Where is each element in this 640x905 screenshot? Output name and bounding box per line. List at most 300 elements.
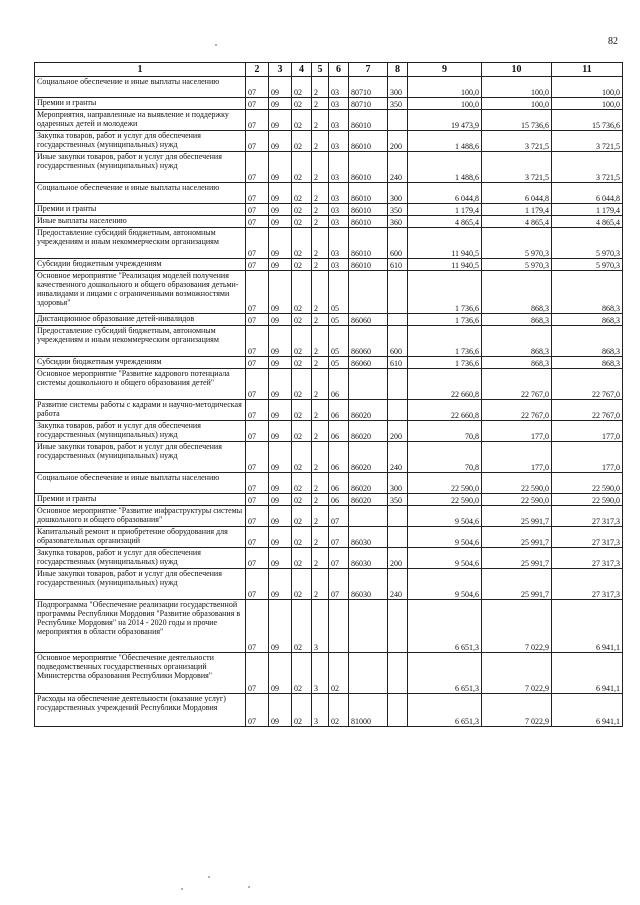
- row-name: Закупка товаров, работ и услуг для обеспечения государственных (муниципальных) нужд: [35, 421, 246, 442]
- code-expense-type: [388, 271, 408, 314]
- code-expense-type: 350: [388, 98, 408, 110]
- row-name: Развитие системы работы с кадрами и научно-методическая работа: [35, 400, 246, 421]
- code-program: 2: [312, 369, 329, 400]
- code-expense-type: 610: [388, 357, 408, 369]
- value-2017: 15 736,6: [482, 110, 552, 131]
- scan-speck: [215, 44, 217, 46]
- code-program: 2: [312, 204, 329, 216]
- code-ministry: 07: [246, 694, 269, 727]
- value-2018: 3 721,5: [552, 152, 623, 183]
- code-target: 80710: [349, 77, 388, 98]
- table-row: [35, 600, 623, 653]
- code-program: 2: [312, 271, 329, 314]
- code-section: 09: [269, 216, 292, 228]
- value-2018: 3 721,5: [552, 131, 623, 152]
- code-event: 03: [329, 131, 349, 152]
- code-event: 07: [329, 569, 349, 600]
- table-row: [35, 314, 623, 326]
- header-col-1: 1: [35, 63, 246, 77]
- value-2018: 15 736,6: [552, 110, 623, 131]
- code-subsection: 02: [292, 527, 312, 548]
- value-2016: 22 590,0: [408, 494, 482, 506]
- code-program: 2: [312, 77, 329, 98]
- code-event: 06: [329, 473, 349, 494]
- code-section: 09: [269, 259, 292, 271]
- code-section: 09: [269, 77, 292, 98]
- table-row: [35, 204, 623, 216]
- row-name: Иные закупки товаров, работ и услуг для обеспечения государственных (муниципальных) нужд: [35, 152, 246, 183]
- value-2017: 5 970,3: [482, 259, 552, 271]
- row-name: Мероприятия, направленные на выявление и поддержку одаренных детей и молодежи: [35, 110, 246, 131]
- code-expense-type: 300: [388, 77, 408, 98]
- code-program: 2: [312, 98, 329, 110]
- table-row: [35, 442, 623, 473]
- code-program: 2: [312, 314, 329, 326]
- value-2016: 70,8: [408, 442, 482, 473]
- value-2018: 100,0: [552, 98, 623, 110]
- code-event: 02: [329, 653, 349, 694]
- code-program: 2: [312, 400, 329, 421]
- code-subsection: 02: [292, 548, 312, 569]
- value-2016: 100,0: [408, 98, 482, 110]
- code-target: 86010: [349, 228, 388, 259]
- code-program: 2: [312, 569, 329, 600]
- row-name: Основное мероприятие "Развитие инфраструктуры системы дошкольного и общего образования": [35, 506, 246, 527]
- code-section: 09: [269, 421, 292, 442]
- value-2016: 1 488,6: [408, 131, 482, 152]
- code-subsection: 02: [292, 600, 312, 653]
- table-row: [35, 548, 623, 569]
- code-ministry: 07: [246, 473, 269, 494]
- code-event: [329, 600, 349, 653]
- header-col-6: 6: [329, 63, 349, 77]
- value-2016: 22 590,0: [408, 473, 482, 494]
- row-name: Социальное обеспечение и иные выплаты населению: [35, 473, 246, 494]
- value-2017: 1 179,4: [482, 204, 552, 216]
- code-expense-type: [388, 694, 408, 727]
- value-2016: 9 504,6: [408, 527, 482, 548]
- code-target: 86030: [349, 569, 388, 600]
- code-section: 09: [269, 694, 292, 727]
- table-row: [35, 326, 623, 357]
- code-section: 09: [269, 131, 292, 152]
- code-subsection: 02: [292, 152, 312, 183]
- code-target: 86010: [349, 259, 388, 271]
- code-subsection: 02: [292, 569, 312, 600]
- code-expense-type: 300: [388, 183, 408, 204]
- code-ministry: 07: [246, 494, 269, 506]
- scan-speck: [181, 888, 183, 890]
- code-section: 09: [269, 228, 292, 259]
- code-subsection: 02: [292, 131, 312, 152]
- code-event: 05: [329, 357, 349, 369]
- row-name: Предоставление субсидий бюджетным, автономным учреждениям и иным некоммерческим организациям: [35, 228, 246, 259]
- value-2016: 22 660,8: [408, 369, 482, 400]
- value-2017: 6 044,8: [482, 183, 552, 204]
- code-target: 86010: [349, 110, 388, 131]
- value-2016: 6 651,3: [408, 600, 482, 653]
- value-2016: 22 660,8: [408, 400, 482, 421]
- code-event: 03: [329, 77, 349, 98]
- value-2018: 22 590,0: [552, 473, 623, 494]
- code-section: 09: [269, 548, 292, 569]
- value-2018: 22 767,0: [552, 369, 623, 400]
- code-ministry: 07: [246, 421, 269, 442]
- code-section: 09: [269, 271, 292, 314]
- code-event: 06: [329, 494, 349, 506]
- code-ministry: 07: [246, 271, 269, 314]
- header-col-8: 8: [388, 63, 408, 77]
- code-target: 86020: [349, 494, 388, 506]
- code-section: 09: [269, 369, 292, 400]
- value-2016: 11 940,5: [408, 259, 482, 271]
- code-section: 09: [269, 110, 292, 131]
- value-2018: 27 317,3: [552, 548, 623, 569]
- code-ministry: 07: [246, 228, 269, 259]
- value-2018: 27 317,3: [552, 569, 623, 600]
- row-name: Иные закупки товаров, работ и услуг для обеспечения государственных (муниципальных) нужд: [35, 442, 246, 473]
- value-2018: 22 590,0: [552, 494, 623, 506]
- code-event: 06: [329, 421, 349, 442]
- code-expense-type: 240: [388, 569, 408, 600]
- code-expense-type: 600: [388, 326, 408, 357]
- code-event: 03: [329, 183, 349, 204]
- table-row: [35, 473, 623, 494]
- code-program: 2: [312, 421, 329, 442]
- row-name: Закупка товаров, работ и услуг для обеспечения государственных (муниципальных) нужд: [35, 548, 246, 569]
- code-program: 2: [312, 216, 329, 228]
- value-2016: 1 736,6: [408, 314, 482, 326]
- code-subsection: 02: [292, 314, 312, 326]
- code-subsection: 02: [292, 494, 312, 506]
- code-target: 86010: [349, 152, 388, 183]
- code-event: 03: [329, 259, 349, 271]
- code-section: 09: [269, 527, 292, 548]
- table-row: [35, 400, 623, 421]
- code-ministry: 07: [246, 77, 269, 98]
- value-2017: 177,0: [482, 442, 552, 473]
- value-2016: 9 504,6: [408, 569, 482, 600]
- code-subsection: 02: [292, 216, 312, 228]
- code-program: 3: [312, 600, 329, 653]
- code-program: 2: [312, 506, 329, 527]
- code-target: 86010: [349, 131, 388, 152]
- value-2018: 6 941,1: [552, 600, 623, 653]
- code-expense-type: 240: [388, 442, 408, 473]
- code-subsection: 02: [292, 421, 312, 442]
- code-program: 2: [312, 259, 329, 271]
- value-2018: 6 941,1: [552, 694, 623, 727]
- code-ministry: 07: [246, 442, 269, 473]
- table-row: [35, 506, 623, 527]
- header-col-3: 3: [269, 63, 292, 77]
- value-2018: 27 317,3: [552, 506, 623, 527]
- code-subsection: 02: [292, 204, 312, 216]
- value-2016: 6 651,3: [408, 694, 482, 727]
- table-row: [35, 77, 623, 98]
- code-event: 05: [329, 326, 349, 357]
- code-ministry: 07: [246, 204, 269, 216]
- code-expense-type: [388, 506, 408, 527]
- code-event: 07: [329, 548, 349, 569]
- code-subsection: 02: [292, 183, 312, 204]
- code-ministry: 07: [246, 548, 269, 569]
- value-2017: 868,3: [482, 326, 552, 357]
- table-row: [35, 694, 623, 727]
- value-2016: 70,8: [408, 421, 482, 442]
- code-expense-type: 350: [388, 204, 408, 216]
- code-target: [349, 506, 388, 527]
- code-ministry: 07: [246, 600, 269, 653]
- table-row: [35, 152, 623, 183]
- value-2017: 7 022,9: [482, 600, 552, 653]
- code-section: 09: [269, 473, 292, 494]
- value-2016: 4 865,4: [408, 216, 482, 228]
- code-event: 03: [329, 216, 349, 228]
- code-ministry: 07: [246, 152, 269, 183]
- code-event: 03: [329, 228, 349, 259]
- row-name: Премии и гранты: [35, 204, 246, 216]
- value-2017: 22 767,0: [482, 369, 552, 400]
- value-2018: 177,0: [552, 421, 623, 442]
- code-program: 2: [312, 548, 329, 569]
- table-row: [35, 357, 623, 369]
- code-event: 06: [329, 400, 349, 421]
- code-expense-type: [388, 400, 408, 421]
- table-row: [35, 131, 623, 152]
- code-event: 05: [329, 314, 349, 326]
- code-target: 86010: [349, 204, 388, 216]
- table-row: [35, 110, 623, 131]
- value-2018: 22 767,0: [552, 400, 623, 421]
- code-program: 2: [312, 326, 329, 357]
- code-section: 09: [269, 653, 292, 694]
- code-expense-type: 610: [388, 259, 408, 271]
- code-section: 09: [269, 314, 292, 326]
- value-2018: 868,3: [552, 357, 623, 369]
- value-2016: 9 504,6: [408, 506, 482, 527]
- header-col-7: 7: [349, 63, 388, 77]
- code-expense-type: 200: [388, 131, 408, 152]
- code-ministry: 07: [246, 506, 269, 527]
- code-section: 09: [269, 204, 292, 216]
- row-name: Закупка товаров, работ и услуг для обеспечения государственных (муниципальных) нужд: [35, 131, 246, 152]
- value-2017: 4 865,4: [482, 216, 552, 228]
- code-target: 86010: [349, 183, 388, 204]
- code-section: 09: [269, 600, 292, 653]
- code-target: [349, 600, 388, 653]
- value-2018: 6 044,8: [552, 183, 623, 204]
- code-subsection: 02: [292, 442, 312, 473]
- value-2017: 868,3: [482, 314, 552, 326]
- value-2018: 1 179,4: [552, 204, 623, 216]
- value-2018: 868,3: [552, 271, 623, 314]
- code-subsection: 02: [292, 369, 312, 400]
- code-ministry: 07: [246, 314, 269, 326]
- code-event: 03: [329, 98, 349, 110]
- header-col-10: 10: [482, 63, 552, 77]
- value-2017: 7 022,9: [482, 694, 552, 727]
- value-2016: 1 736,6: [408, 357, 482, 369]
- code-target: 86030: [349, 548, 388, 569]
- header-col-4: 4: [292, 63, 312, 77]
- code-target: 86010: [349, 216, 388, 228]
- code-section: 09: [269, 400, 292, 421]
- code-ministry: 07: [246, 527, 269, 548]
- table-row: [35, 259, 623, 271]
- table-row: [35, 527, 623, 548]
- page-number: 82: [608, 36, 618, 47]
- code-target: 86060: [349, 357, 388, 369]
- code-expense-type: 200: [388, 548, 408, 569]
- header-col-2: 2: [246, 63, 269, 77]
- code-ministry: 07: [246, 653, 269, 694]
- row-name: Капитальный ремонт и приобретение оборудования для образовательных организаций: [35, 527, 246, 548]
- code-section: 09: [269, 152, 292, 183]
- code-program: 2: [312, 152, 329, 183]
- code-expense-type: 600: [388, 228, 408, 259]
- row-name: Иные закупки товаров, работ и услуг для обеспечения государственных (муниципальных) нужд: [35, 569, 246, 600]
- row-name: Расходы на обеспечение деятельности (оказание услуг) государственных учреждений Республики Мордовия: [35, 694, 246, 727]
- value-2018: 100,0: [552, 77, 623, 98]
- value-2018: 177,0: [552, 442, 623, 473]
- code-program: 2: [312, 527, 329, 548]
- table-row: [35, 183, 623, 204]
- code-target: [349, 653, 388, 694]
- table-row: [35, 494, 623, 506]
- table-row: [35, 228, 623, 259]
- code-ministry: 07: [246, 326, 269, 357]
- code-expense-type: 350: [388, 494, 408, 506]
- table-row: [35, 98, 623, 110]
- code-subsection: 02: [292, 694, 312, 727]
- code-target: 86020: [349, 442, 388, 473]
- code-program: 2: [312, 473, 329, 494]
- value-2018: 5 970,3: [552, 259, 623, 271]
- code-section: 09: [269, 183, 292, 204]
- value-2016: 9 504,6: [408, 548, 482, 569]
- code-program: 2: [312, 131, 329, 152]
- row-name: Социальное обеспечение и иные выплаты населению: [35, 183, 246, 204]
- header-col-11: 11: [552, 63, 623, 77]
- code-subsection: 02: [292, 271, 312, 314]
- row-name: Основное мероприятие "Развитие кадрового потенциала системы дошкольного и общего образования детей": [35, 369, 246, 400]
- value-2017: 100,0: [482, 98, 552, 110]
- table-row: [35, 421, 623, 442]
- value-2017: 100,0: [482, 77, 552, 98]
- code-program: 2: [312, 494, 329, 506]
- code-subsection: 02: [292, 400, 312, 421]
- code-event: 06: [329, 369, 349, 400]
- value-2018: 6 941,1: [552, 653, 623, 694]
- code-subsection: 02: [292, 473, 312, 494]
- code-ministry: 07: [246, 131, 269, 152]
- value-2017: 3 721,5: [482, 152, 552, 183]
- code-program: 3: [312, 694, 329, 727]
- scan-speck: [208, 876, 210, 878]
- value-2016: 19 473,9: [408, 110, 482, 131]
- code-ministry: 07: [246, 357, 269, 369]
- value-2016: 100,0: [408, 77, 482, 98]
- value-2016: 6 044,8: [408, 183, 482, 204]
- value-2018: 868,3: [552, 326, 623, 357]
- code-target: 86030: [349, 527, 388, 548]
- code-event: 07: [329, 527, 349, 548]
- code-program: 2: [312, 110, 329, 131]
- code-subsection: 02: [292, 357, 312, 369]
- value-2018: 868,3: [552, 314, 623, 326]
- code-ministry: 07: [246, 259, 269, 271]
- code-target: 86020: [349, 421, 388, 442]
- code-target: [349, 369, 388, 400]
- code-target: 86020: [349, 473, 388, 494]
- value-2016: 1 488,6: [408, 152, 482, 183]
- code-ministry: 07: [246, 400, 269, 421]
- code-target: [349, 271, 388, 314]
- header-row: [35, 63, 623, 77]
- value-2018: 4 865,4: [552, 216, 623, 228]
- code-expense-type: 360: [388, 216, 408, 228]
- code-ministry: 07: [246, 98, 269, 110]
- header-col-5: 5: [312, 63, 329, 77]
- value-2016: 6 651,3: [408, 653, 482, 694]
- code-subsection: 02: [292, 110, 312, 131]
- code-event: 03: [329, 152, 349, 183]
- code-section: 09: [269, 506, 292, 527]
- code-event: 06: [329, 442, 349, 473]
- table-row: [35, 569, 623, 600]
- code-event: 03: [329, 204, 349, 216]
- code-subsection: 02: [292, 228, 312, 259]
- value-2017: 868,3: [482, 357, 552, 369]
- row-name: Основное мероприятие "Реализация моделей получения качественного дошкольного и общего образования детьми-инвалидами и лицами с ограниченными возможностями здоровья": [35, 271, 246, 314]
- row-name: Иные выплаты населению: [35, 216, 246, 228]
- row-name: Социальное обеспечение и иные выплаты населению: [35, 77, 246, 98]
- table-row: [35, 653, 623, 694]
- value-2017: 3 721,5: [482, 131, 552, 152]
- value-2017: 177,0: [482, 421, 552, 442]
- code-expense-type: [388, 369, 408, 400]
- value-2016: 1 736,6: [408, 326, 482, 357]
- code-expense-type: [388, 653, 408, 694]
- value-2017: 868,3: [482, 271, 552, 314]
- value-2017: 7 022,9: [482, 653, 552, 694]
- row-name: Подпрограмма "Обеспечение реализации государственной программы Республики Мордовия "Развитие образования в Республике Мордовия" на 2014 - 2020 годы и прочие мероприятия в области образования": [35, 600, 246, 653]
- value-2018: 5 970,3: [552, 228, 623, 259]
- table-row: [35, 216, 623, 228]
- value-2017: 25 991,7: [482, 569, 552, 600]
- budget-table: [34, 62, 623, 727]
- code-target: 86060: [349, 314, 388, 326]
- code-event: 05: [329, 271, 349, 314]
- header-col-9: 9: [408, 63, 482, 77]
- code-section: 09: [269, 98, 292, 110]
- code-event: 07: [329, 506, 349, 527]
- row-name: Предоставление субсидий бюджетным, автономным учреждениям и иным некоммерческим организациям: [35, 326, 246, 357]
- code-program: 2: [312, 357, 329, 369]
- value-2018: 27 317,3: [552, 527, 623, 548]
- code-program: 2: [312, 183, 329, 204]
- code-expense-type: 200: [388, 421, 408, 442]
- row-name: Премии и гранты: [35, 494, 246, 506]
- code-event: 02: [329, 694, 349, 727]
- code-expense-type: 300: [388, 473, 408, 494]
- scan-speck: [248, 886, 250, 888]
- code-program: 2: [312, 442, 329, 473]
- code-ministry: 07: [246, 110, 269, 131]
- code-ministry: 07: [246, 569, 269, 600]
- code-section: 09: [269, 494, 292, 506]
